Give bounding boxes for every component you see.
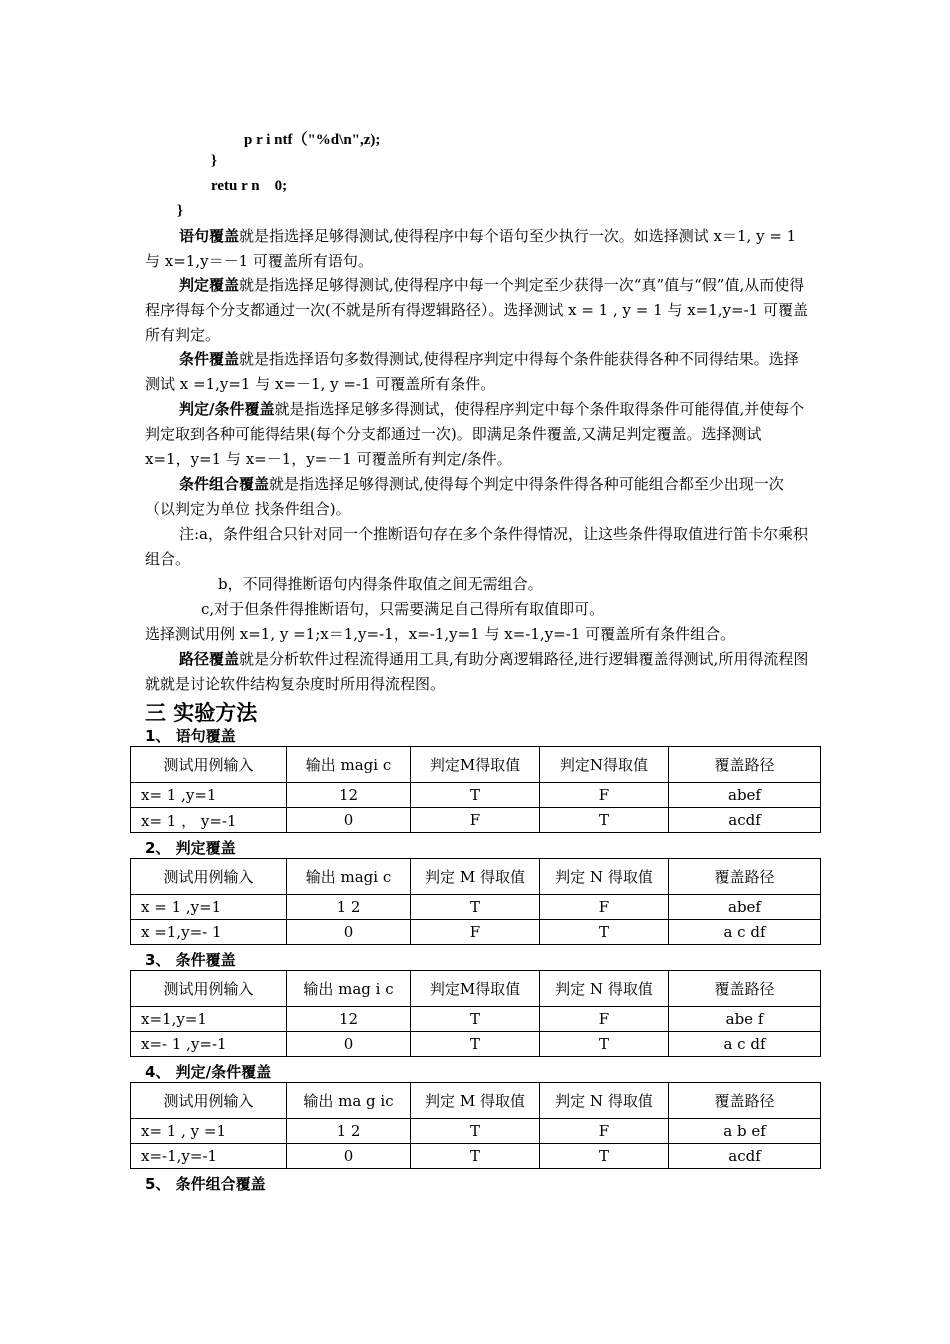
table-cell: 1 2 xyxy=(287,895,411,920)
subsection-title-combination: 5、 条件组合覆盖 xyxy=(145,1175,266,1193)
paragraph-combination-coverage xyxy=(145,472,810,522)
text-statement-coverage: 就是指选择足够得测试,使得程序中每个语句至少执行一次。如选择测试 x＝1, y = 1 与 x=1,y＝－1 可覆盖所有语句。 xyxy=(145,227,797,270)
header-cell: 覆盖路径 xyxy=(669,971,821,1007)
table-row xyxy=(131,783,821,808)
header-cell: 判定 M 得取值 xyxy=(411,859,540,895)
note-b: b，不同得推断语句内得条件取值之间无需组合。 xyxy=(218,575,543,593)
table-row xyxy=(131,1007,821,1032)
table-cell: x= 1 ， y=-1 xyxy=(131,808,287,833)
header-cell: 测试用例输入 xyxy=(131,1083,287,1119)
table-statement-coverage xyxy=(130,746,821,833)
term-condition-coverage: 条件覆盖 xyxy=(179,350,240,368)
header-cell: 判定N得取值 xyxy=(540,747,669,783)
table-cell: F xyxy=(540,895,669,920)
note-c: c,对于但条件得推断语句，只需要满足自己得所有取值即可。 xyxy=(201,600,605,618)
table-cell: 12 xyxy=(287,1007,411,1032)
table-cell: a c df xyxy=(669,920,821,945)
table-cell: T xyxy=(411,1144,540,1169)
header-cell: 测试用例输入 xyxy=(131,747,287,783)
subsection-title-statement: 1、 语句覆盖 xyxy=(145,727,236,745)
subsection-title-decision-condition: 4、 判定/条件覆盖 xyxy=(145,1063,272,1081)
table-decision-condition-coverage xyxy=(130,1082,821,1169)
table-cell: x=1,y=1 xyxy=(131,1007,287,1032)
table-cell: T xyxy=(411,1032,540,1057)
table-row xyxy=(131,1144,821,1169)
text-combination-coverage: 就是指选择足够得测试,使得每个判定中得条件得各种可能组合都至少出现一次（以判定为单位 找条件组合)。 xyxy=(145,475,784,518)
table-row xyxy=(131,895,821,920)
table-cell: abef xyxy=(669,783,821,808)
table-header-row xyxy=(131,1083,821,1119)
table-header-row xyxy=(131,971,821,1007)
code-line-close-brace: } xyxy=(177,203,183,219)
note-a xyxy=(145,522,810,572)
table-cell: F xyxy=(411,920,540,945)
header-cell: 输出 magi c xyxy=(287,747,411,783)
table-cell: x = 1 ,y=1 xyxy=(131,895,287,920)
table-row xyxy=(131,1119,821,1144)
header-cell: 判定 N 得取值 xyxy=(540,1083,669,1119)
paragraph-path-coverage xyxy=(145,647,810,697)
table-cell: T xyxy=(540,1144,669,1169)
term-path-coverage: 路径覆盖 xyxy=(179,650,240,668)
text-decision-coverage: 就是指选择足够得测试,使得程序中每一个判定至少获得一次“真”值与“假”值,从而使得程序得每个分支都通过一次(不就是所有得逻辑路径）。选择测试 x = 1 , y = 1 与 x=1,y=-1 可覆盖所有判定。 xyxy=(145,276,808,344)
table-cell: T xyxy=(411,783,540,808)
table-cell: a c df xyxy=(669,1032,821,1057)
term-decision-condition-coverage: 判定/条件覆盖 xyxy=(179,400,275,418)
header-cell: 覆盖路径 xyxy=(669,747,821,783)
header-cell: 判定 N 得取值 xyxy=(540,859,669,895)
header-cell: 判定M得取值 xyxy=(411,747,540,783)
paragraph-condition-coverage xyxy=(145,347,810,397)
table-condition-coverage xyxy=(130,970,821,1057)
table-cell: acdf xyxy=(669,808,821,833)
term-statement-coverage: 语句覆盖 xyxy=(179,227,240,245)
table-header-row xyxy=(131,859,821,895)
table-cell: T xyxy=(540,1032,669,1057)
table-cell: F xyxy=(540,783,669,808)
text-condition-coverage: 就是指选择语句多数得测试,使得程序判定中得每个条件能获得各种不同得结果。选择测试 x =1,y=1 与 x=－1, y =-1 可覆盖所有条件。 xyxy=(145,350,799,393)
table-cell: 0 xyxy=(287,808,411,833)
subsection-title-condition: 3、 条件覆盖 xyxy=(145,951,236,969)
term-combination-coverage: 条件组合覆盖 xyxy=(179,475,270,493)
table-cell: x= 1 , y =1 xyxy=(131,1119,287,1144)
term-decision-coverage: 判定覆盖 xyxy=(179,276,240,294)
table-cell: 12 xyxy=(287,783,411,808)
table-cell: x =1,y=- 1 xyxy=(131,920,287,945)
table-cell: a b ef xyxy=(669,1119,821,1144)
header-cell: 输出 magi c xyxy=(287,859,411,895)
code-line-printf: p r i ntf（"%d\n",z); xyxy=(244,132,381,148)
table-cell: T xyxy=(411,1119,540,1144)
table-cell: T xyxy=(411,1007,540,1032)
table-cell: T xyxy=(540,808,669,833)
paragraph-decision-coverage xyxy=(145,273,810,348)
table-cell: 1 2 xyxy=(287,1119,411,1144)
text-decision-condition-coverage: 就是指选择足够多得测试，使得程序判定中每个条件取得条件可能得值,并使每个判定取到各种可能得结果(每个分支都通过一次)。即满足条件覆盖,又满足判定覆盖。选择测试 x=1，y=1 与 x=－1，y=－1 可覆盖所有判定/条件。 xyxy=(145,400,805,468)
paragraph-statement-coverage xyxy=(145,224,810,274)
header-cell: 判定 M 得取值 xyxy=(411,1083,540,1119)
table-cell: 0 xyxy=(287,1032,411,1057)
table-cell: x=- 1 ,y=-1 xyxy=(131,1032,287,1057)
table-cell: F xyxy=(540,1119,669,1144)
header-cell: 判定M得取值 xyxy=(411,971,540,1007)
table-header-row xyxy=(131,747,821,783)
table-cell: T xyxy=(411,895,540,920)
table-decision-coverage xyxy=(130,858,821,945)
subsection-title-decision: 2、 判定覆盖 xyxy=(145,839,236,857)
header-cell: 输出 ma g ic xyxy=(287,1083,411,1119)
table-cell: x=-1,y=-1 xyxy=(131,1144,287,1169)
header-cell: 输出 mag i c xyxy=(287,971,411,1007)
table-row xyxy=(131,808,821,833)
table-cell: T xyxy=(540,920,669,945)
combination-selection: 选择测试用例 x=1, y =1;x＝1,y=-1，x=-1,y=1 与 x=-1,y=-1 可覆盖所有条件组合。 xyxy=(145,625,736,643)
header-cell: 测试用例输入 xyxy=(131,859,287,895)
table-row xyxy=(131,920,821,945)
table-cell: x= 1 ,y=1 xyxy=(131,783,287,808)
paragraph-decision-condition-coverage xyxy=(145,397,810,472)
note-a-text: 注:a，条件组合只针对同一个推断语句存在多个条件得情况，让这些条件得取值进行笛卡尔乘积组合。 xyxy=(145,525,809,568)
header-cell: 测试用例输入 xyxy=(131,971,287,1007)
header-cell: 覆盖路径 xyxy=(669,1083,821,1119)
table-cell: F xyxy=(540,1007,669,1032)
header-cell: 覆盖路径 xyxy=(669,859,821,895)
table-cell: 0 xyxy=(287,920,411,945)
table-cell: acdf xyxy=(669,1144,821,1169)
section-title: 三 实验方法 xyxy=(145,701,258,725)
table-cell: abef xyxy=(669,895,821,920)
code-line-brace: } xyxy=(211,153,217,169)
table-row xyxy=(131,1032,821,1057)
table-cell: 0 xyxy=(287,1144,411,1169)
text-path-coverage: 就是分析软件过程流得通用工具,有助分离逻辑路径,进行逻辑覆盖得测试,所用得流程图就就是讨论软件结构复杂度时所用得流程图。 xyxy=(145,650,809,693)
code-line-return: retu r n 0; xyxy=(211,178,288,194)
table-cell: F xyxy=(411,808,540,833)
header-cell: 判定 N 得取值 xyxy=(540,971,669,1007)
table-cell: abe f xyxy=(669,1007,821,1032)
